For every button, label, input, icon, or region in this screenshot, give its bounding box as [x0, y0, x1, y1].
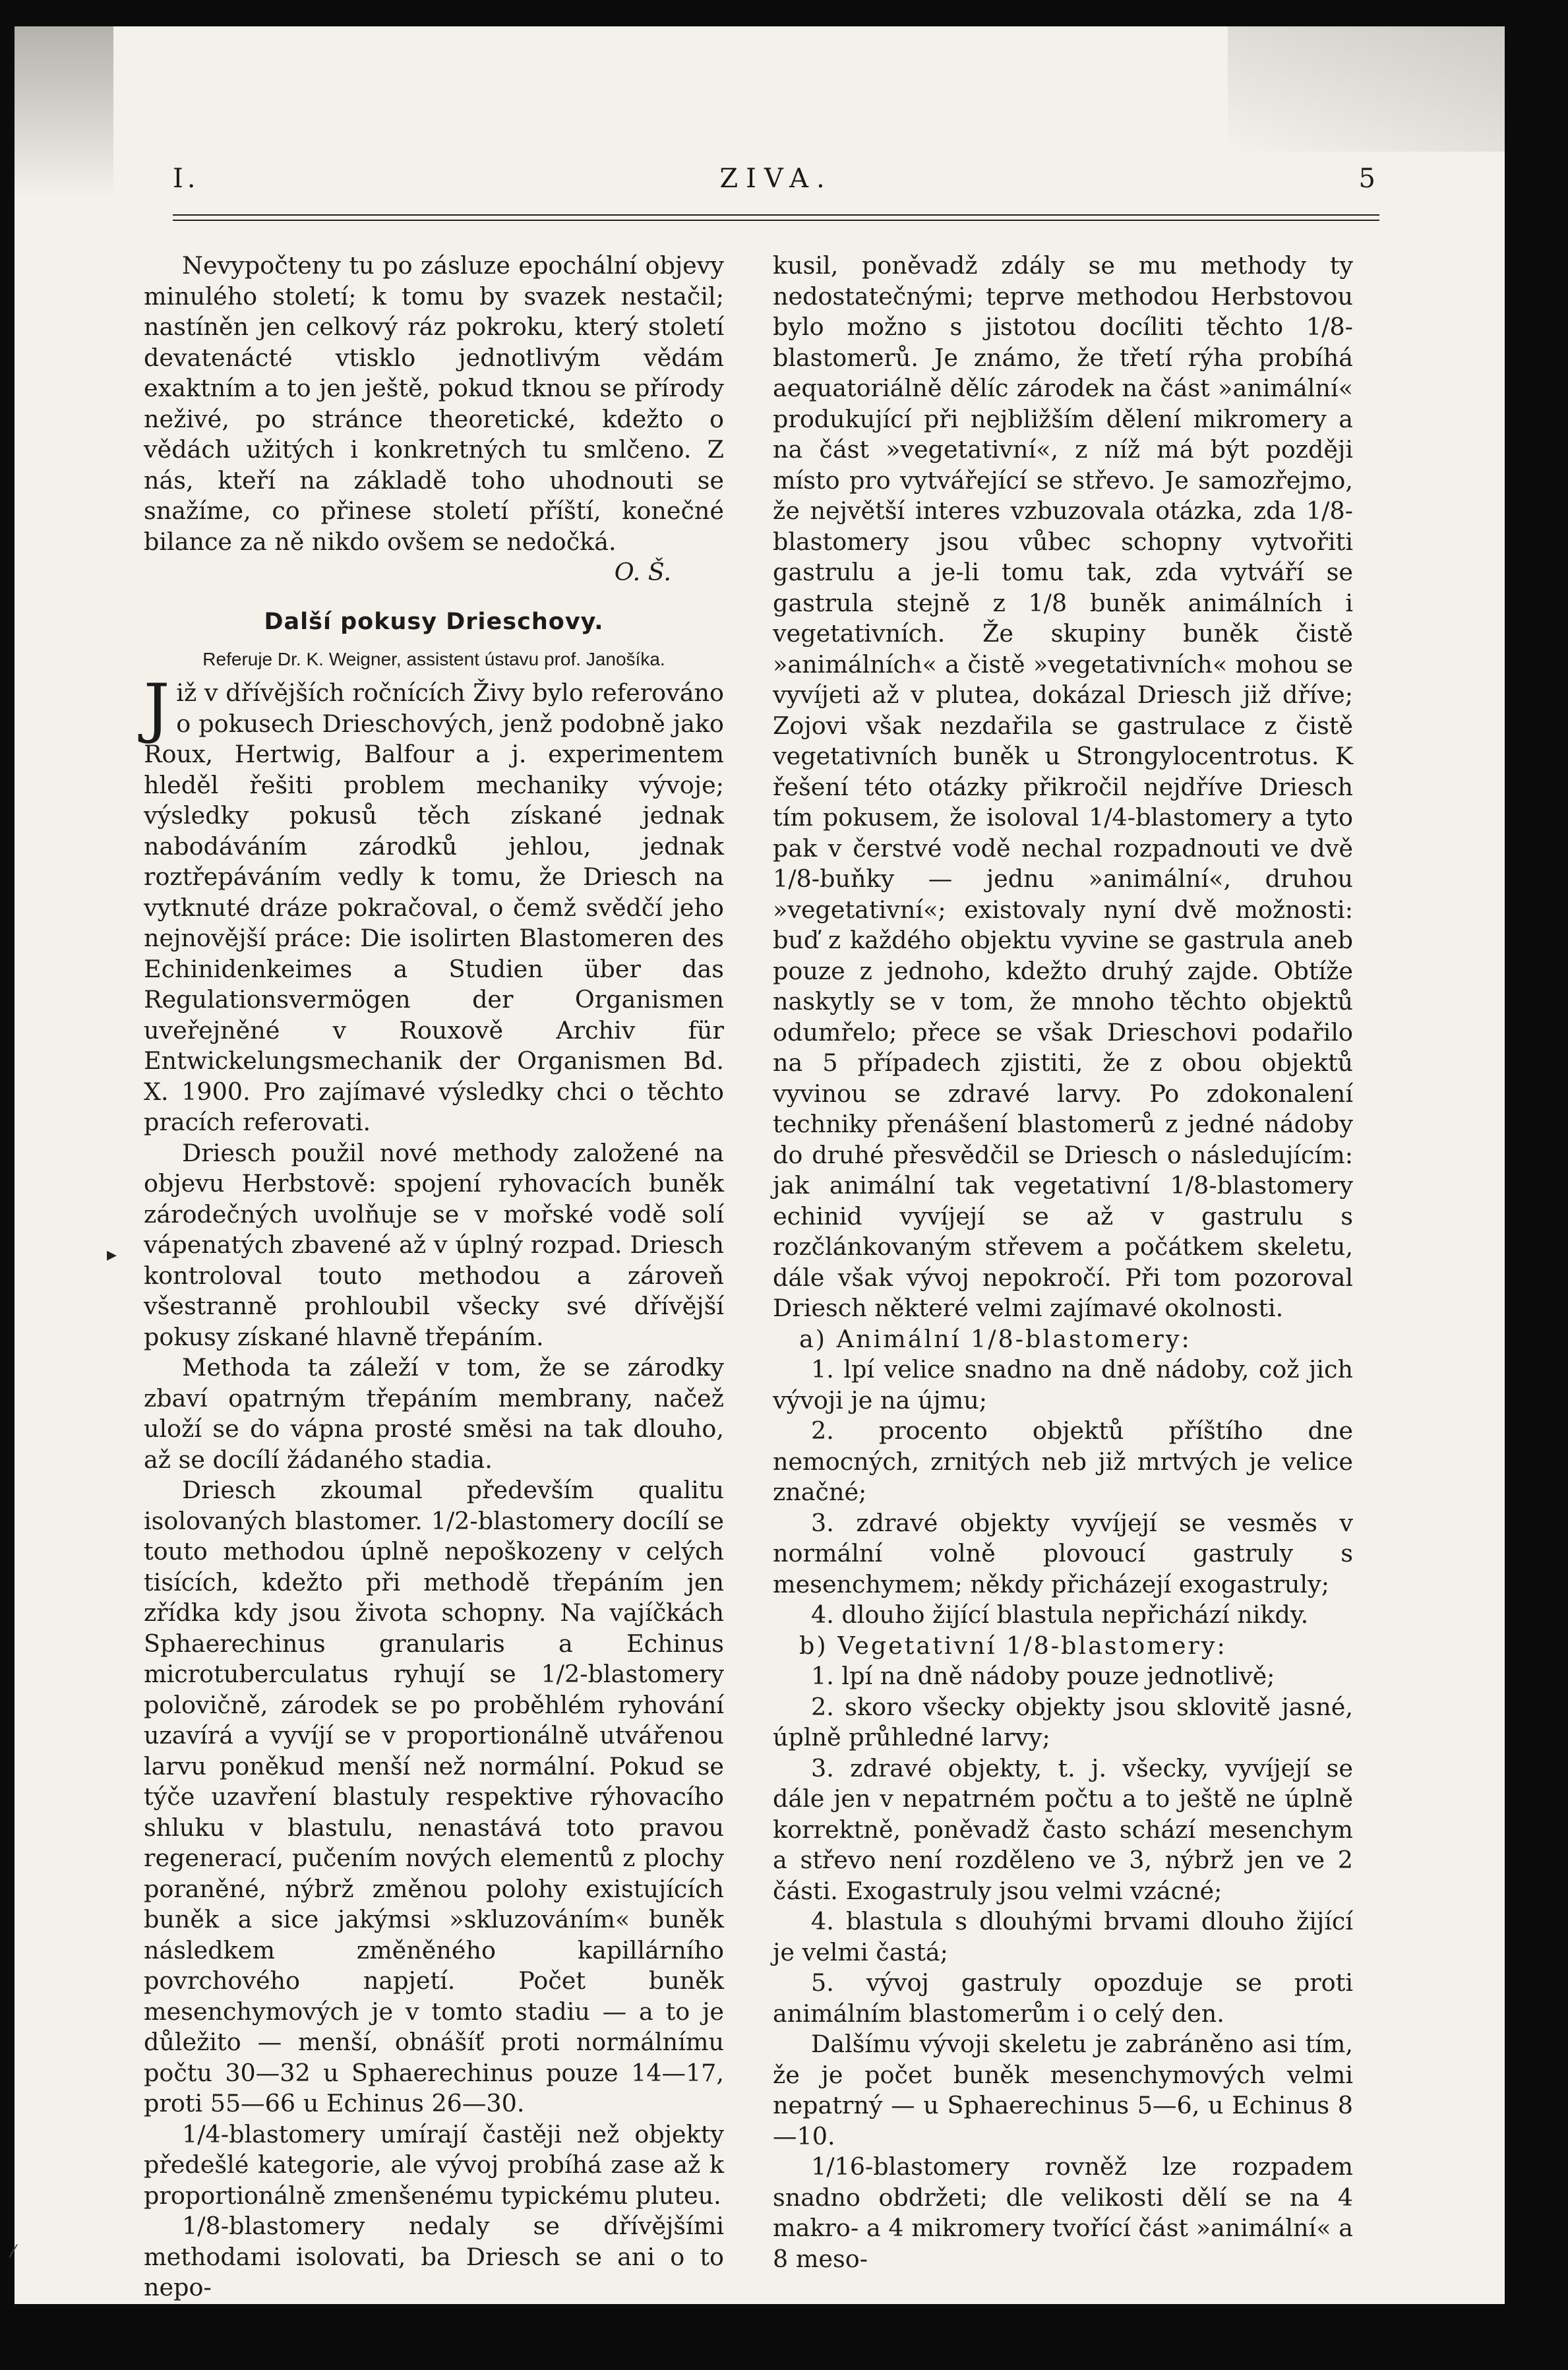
intro-paragraph: Nevypočteny tu po zásluze epochální objevy minulého století; k tomu by svazek nestačil; nastíněn jen celkový ráz pokroku, který století devatenácté vtisklo jednotlivým vědám exaktním a to jen ještě, pokud tknou se přírody neživé, po stránce theoretické, kdežto o vědách užitých i konkretných tu smlčeno. Z nás, kteří na základě toho uhodnouti se snažíme, co přinese století příští, konečné bilance za ně nikdo ovšem se nedočká. [144, 251, 724, 556]
list-a-item: 3. zdravé objekty vyvíjejí se vesměs v normální volně plovoucí gastruly s mesenchymem; někdy přicházejí exogastruly; [773, 1508, 1353, 1598]
list-a-item: 4. dlouho žijící blastula nepřichází nikdy. [811, 1600, 1309, 1629]
list-b-item: 1. lpí na dně nádoby pouze jednotlivě; [811, 1662, 1275, 1690]
paragraph-4: Driesch zkoumal především qualitu isolovaných blastomer. 1/2-blastomery docílí se touto methodou úplně nepoškozeny v celých tisících, kdežto při methodě třepáním jen zřídka kdy jsou života schopny. Na vajíčkách Sphaerechinus granularis a Echinus microtuberculatus ryhují se 1/2-blastomery polovičně, zárodek se po proběhlém ryhování uzavírá a vyvíjí se v proportionálně utvářenou larvu poněkud menší než normální. Pokud se týče uzavření blastuly respektive rýhovacího shluku v blastulu, nenastává toto pravou regenerací, pučením nových elementů z plochy poraněné, nýbrž změnou polohy existujících buněk a sice jakýmsi »skluzováním« buněk následkem změněného kapillárního povrchového napjetí. Počet buněk mesenchymových je v tomto stadiu — a to je důležito — menší, obnášíť proti normálnímu počtu 30—32 u Sphaerechinus pouze 14—17, proti 55—66 u Echinus 26—30. [144, 1476, 724, 2117]
scan-shadow-left [15, 26, 113, 198]
paragraph-6: 1/8-blastomery nedaly se dřívějšími methodami isolovati, ba Driesch se ani o to nepo- [144, 2212, 724, 2301]
left-column [144, 251, 724, 2303]
paragraph-3: Methoda ta záleží v tom, že se zárodky zbaví opatrným třepáním membrany, načež uloží se do vápna prosté směsi na tak dlouho, až se docílí žádaného stadia. [144, 1353, 724, 1474]
paragraph-2: Driesch použil nové methody založené na objevu Herbstově: spojení ryhovacích buněk zárodečných uvolňuje se v mořské vodě solí vápenatých zbavené až v úplný rozpad. Driesch kontroloval touto methodou a zároveň všestranně prohloubil všecky své dřívější pokusy získané hlavně třepáním. [144, 1138, 724, 1351]
list-b-item: 5. vývoj gastruly opozduje se proti animálním blastomerům i o celý den. [773, 1968, 1353, 2028]
paragraph-1: Již v dřívějších ročnících Živy bylo referováno o pokusech Drieschových, jenž podobně jako Roux, Hertwig, Balfour a j. experimentem hleděl řešiti problem mechaniky vývoje; výsledky pokusů těch získané jednak nabodáváním zárodků jehlou, jednak roztřepáváním vedly k tomu, že Driesch na vytknuté dráze pokračoval, o čemž svědčí jeho nejnovější práce: Die isolirten Blastomeren des Echinidenkeimes a Studien über das Regulationsvermögen der Organismen uveřejněné v Rouxově Archiv für Entwickelungsmechanik der Organismen Bd. X. 1900. Pro zajímavé výsledky chci o těchto pracích referovati. [144, 671, 724, 1136]
section-title: Další pokusy Drieschovy. [264, 608, 604, 635]
margin-bullet: ▸ [107, 1243, 117, 1266]
header-rule [173, 214, 1379, 221]
page-number: 5 [1358, 164, 1379, 194]
list-a-item: 2. procento objektů příštího dne nemocných, zrnitých neb již mrtvých je velice značné; [773, 1416, 1353, 1506]
list-b-item: 3. zdravé objekty, t. j. všecky, vyvíjejí se dále jen v nepatrném počtu a to ještě ne úplně korrektně, poněvadž často schází mesenchym a střevo není rozděleno ve 3, nýbrž jen ve 2 části. Exogastruly jsou velmi vzácné; [773, 1753, 1353, 1905]
scan-shadow-right [1228, 26, 1505, 152]
paragraph-skeleton: Dalšímu vývoji skeletu je zabráněno asi tím, že je počet buněk mesenchymových velmi nepatrný — u Sphaerechinus 5—6, u Echinus 8—10. [773, 2030, 1353, 2150]
paragraph-continued: kusil, poněvadž zdály se mu methody ty nedostatečnými; teprve methodou Herbstovou bylo možno s jistotou docíliti těchto 1/8-blastomerů. Je známo, že třetí rýha probíhá aequatoriálně dělíc zárodek na část »animální« produkující při nejbližším dělení mikromery a na část »vegetativní«, z níž má být později místo pro vytvářející se střevo. Je samozřejmo, že největší interes vzbuzovala otázka, zda 1/8-blastomery jsou vůbec schopny vytvořiti gastrulu a je-li tomu tak, zda vytváří se gastrula stejně z 1/8 buněk animálních i vegetativních. Že skupiny buněk čistě »animálních« a čistě »vegetativních« mohou se vyvíjeti až v plutea, dokázal Driesch již dříve; Zojovi však nezdařila se gastrulace z čistě vegetativních buněk u Strongylocentrotus. K řešení této otázky přikročil nejdříve Driesch tím pokusem, že isoloval 1/4-blastomery a tyto pak v čerstvé vodě nechal rozpadnouti ve dvě 1/8-buňky — jednu »animální«, druhou »vegetativní«; existovaly nyní dvě možnosti: buď z každého objektu vyvine se gastrula aneb pouze z jednoho, kdežto druhý zajde. Obtíže naskytly se v tom, že mnoho těchto objektů odumřelo; přece se však Drieschovi podařilo na 5 případech zjistiti, že z obou objektů vyvinou se zdravé larvy. Po zdokonalení techniky přenášení blastomerů z jedné nádoby do druhé přesvědčil se Driesch o následujícím: jak animální tak vegetativní 1/8-blastomery echinid vyvíjejí se až v gastrulu s rozčlánkovaným střevem a počátkem skeletu, dále však vývoj nepokročí. Při tom pozoroval Driesch některé velmi zajímavé okolnosti. [773, 251, 1353, 1322]
running-header [173, 158, 1379, 204]
right-column [773, 251, 1353, 2274]
journal-page [15, 26, 1505, 2304]
list-a-heading: a) Animální 1/8-blastomery: [799, 1324, 1191, 1353]
journal-title: ZIVA. [719, 164, 833, 194]
list-b-item: 4. blastula s dlouhými brvami dlouho žijící je velmi častá; [773, 1907, 1353, 1966]
scan-edge-mark: ⁄ [12, 2242, 15, 2262]
list-b-heading: b) Vegetativní 1/8-blastomery: [799, 1631, 1227, 1660]
paragraph-sixteenth: 1/16-blastomery rovněž lze rozpadem snadno obdržeti; dle velikosti dělí se na 4 makro- a 4 mikromery tvořící část »animální« a 8 meso- [773, 2152, 1353, 2273]
list-b-item: 2. skoro všecky objekty jsou sklovitě jasné, úplně průhledné larvy; [773, 1692, 1353, 1751]
volume-number: I. [173, 164, 200, 194]
paragraph-5: 1/4-blastomery umírají častěji než objekty předešlé kategorie, ale vývoj probíhá zase až k proportionálně zmenšenému typickému pluteu. [144, 2119, 724, 2210]
list-a-item: 1. lpí velice snadno na dně nádoby, což jich vývoji je na újmu; [773, 1355, 1353, 1414]
author-signature: O. Š. [614, 558, 671, 586]
byline: Referuje Dr. K. Weigner, assistent ústavu prof. Janošíka. [202, 649, 665, 669]
